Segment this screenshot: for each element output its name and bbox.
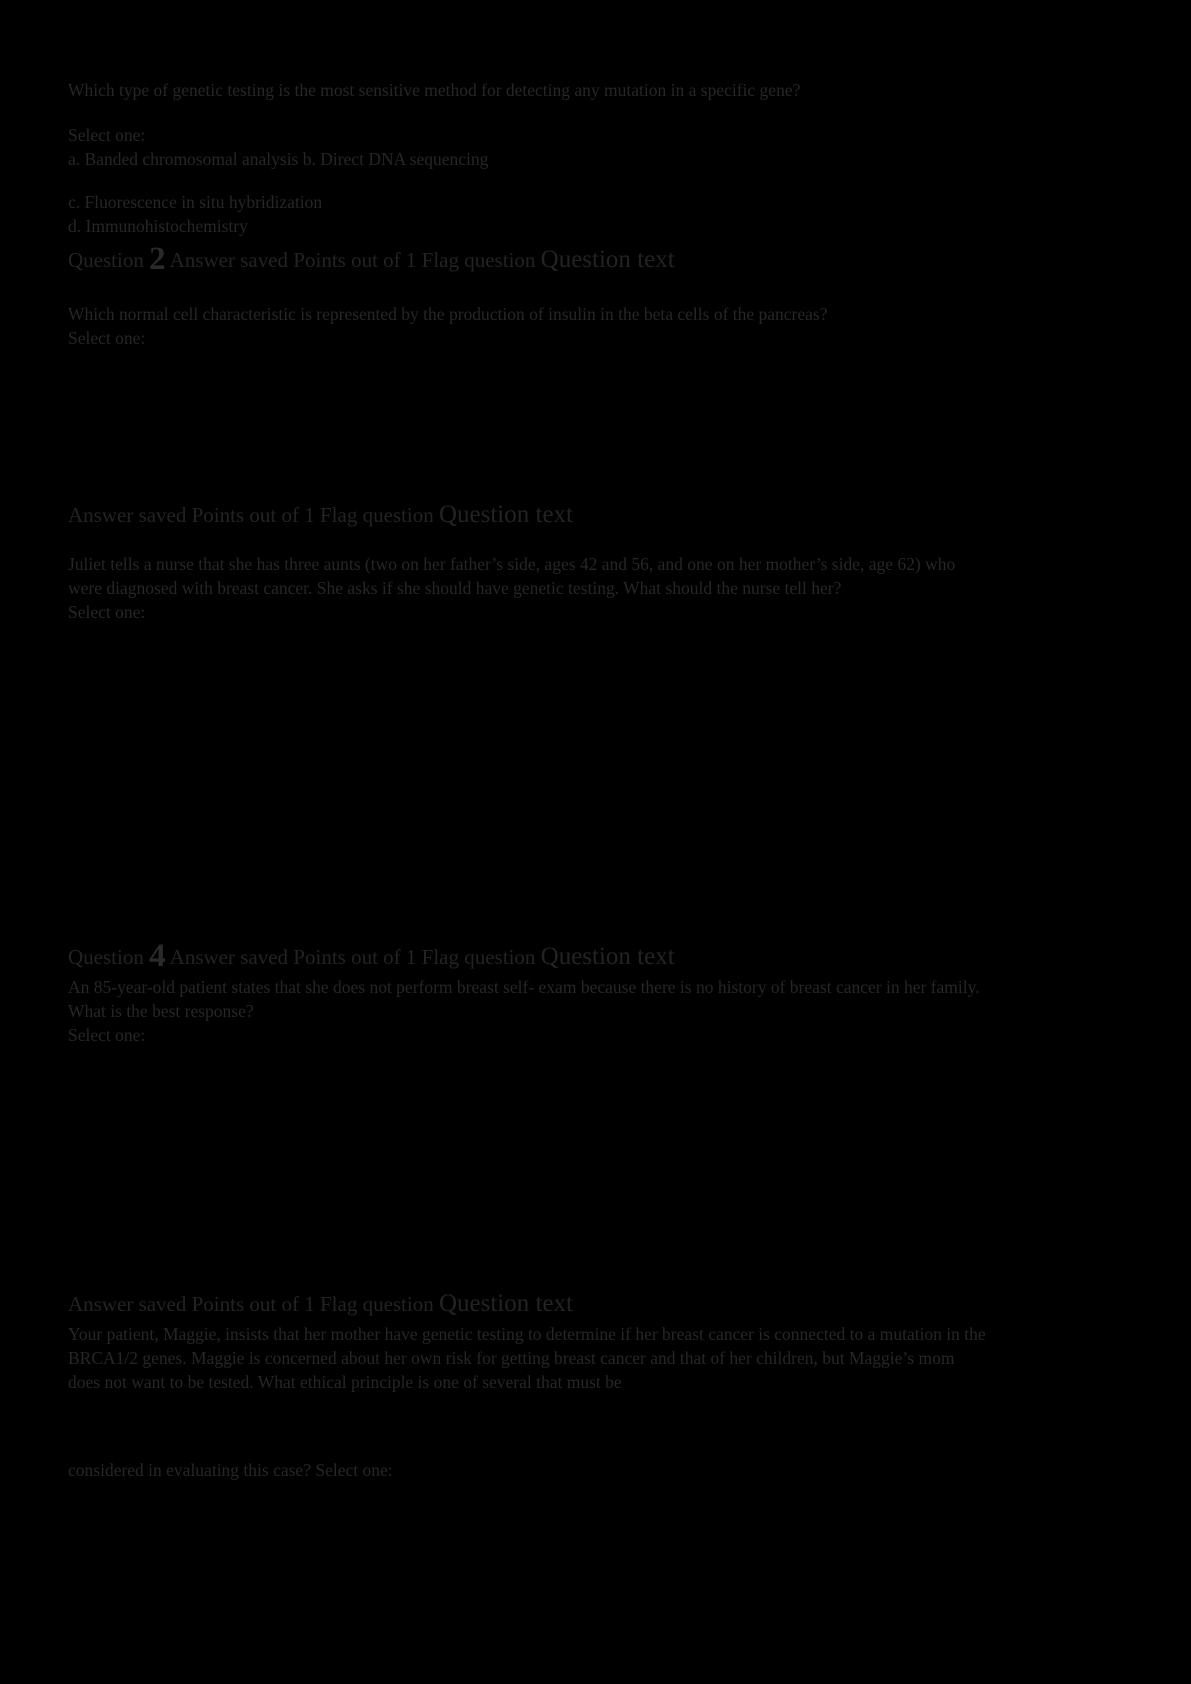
question-5-continued [68, 1458, 1128, 1482]
question-1-answers-cont [68, 190, 1128, 238]
select-one-label: Select one: [68, 602, 146, 622]
question-2-prompt: Which normal cell characteristic is represented by the production of insulin in the beta cells of the pancreas? [68, 304, 828, 324]
question-2-header [68, 241, 1128, 277]
question-text-label: Question text [540, 246, 675, 273]
question-5-prompt-line-1: Your patient, Maggie, insists that her mother have genetic testing to determine if her breast cancer is connected to a mutation in the [68, 1324, 986, 1344]
select-one-label: Select one: [68, 328, 146, 348]
answer-option-a-b[interactable]: a. Banded chromosomal analysis b. Direct DNA sequencing [68, 149, 489, 169]
question-4 [68, 975, 1128, 1047]
question-2 [68, 302, 1128, 350]
question-status: Answer saved Points out of 1 Flag question [169, 248, 536, 272]
answer-option-c[interactable]: c. Fluorescence in situ hybridization [68, 192, 323, 212]
answer-option-d[interactable]: d. Immunohistochemistry [68, 216, 248, 236]
question-status: Answer saved Points out of 1 Flag question [68, 503, 434, 527]
question-4-header [68, 938, 1128, 974]
question-number: 2 [149, 241, 166, 277]
select-one-label: Select one: [68, 1025, 146, 1045]
question-status: Answer saved Points out of 1 Flag question [169, 945, 536, 969]
question-3-prompt-line-2: were diagnosed with breast cancer. She asks if she should have genetic testing. What should the nurse tell her? [68, 578, 842, 598]
question-4-prompt-line-1: An 85-year-old patient states that she does not perform breast self- exam because there is no history of breast cancer in her family. [68, 977, 980, 997]
question-1-prompt: Which type of genetic testing is the most sensitive method for detecting any mutation in a specific gene? [68, 80, 801, 100]
question-3 [68, 552, 1128, 624]
question-status: Answer saved Points out of 1 Flag question [68, 1292, 434, 1316]
question-text-label: Question text [438, 1290, 573, 1317]
question-5-prompt-line-2: BRCA1/2 genes. Maggie is concerned about her own risk for getting breast cancer and that of her children, but Maggie’s mom [68, 1348, 955, 1368]
question-text-label: Question text [540, 943, 675, 970]
select-one-label: Select one: [68, 125, 146, 145]
question-1-answers [68, 123, 1128, 171]
question-3-header [68, 500, 1128, 530]
question-5-prompt-line-3: does not want to be tested. What ethical principle is one of several that must be [68, 1372, 622, 1392]
question-5-prompt-continued: considered in evaluating this case? Select one: [68, 1460, 393, 1480]
question-1 [68, 78, 1128, 102]
question-4-prompt-line-2: What is the best response? [68, 1001, 254, 1021]
question-text-label: Question text [438, 501, 573, 528]
question-5-header [68, 1289, 1128, 1319]
question-label: Question [68, 945, 144, 969]
question-number: 4 [149, 938, 166, 974]
question-3-prompt-line-1: Juliet tells a nurse that she has three aunts (two on her father’s side, ages 42 and 56, and one on her mother’s side, age 62) who [68, 554, 956, 574]
question-5 [68, 1322, 1128, 1394]
question-label: Question [68, 248, 144, 272]
